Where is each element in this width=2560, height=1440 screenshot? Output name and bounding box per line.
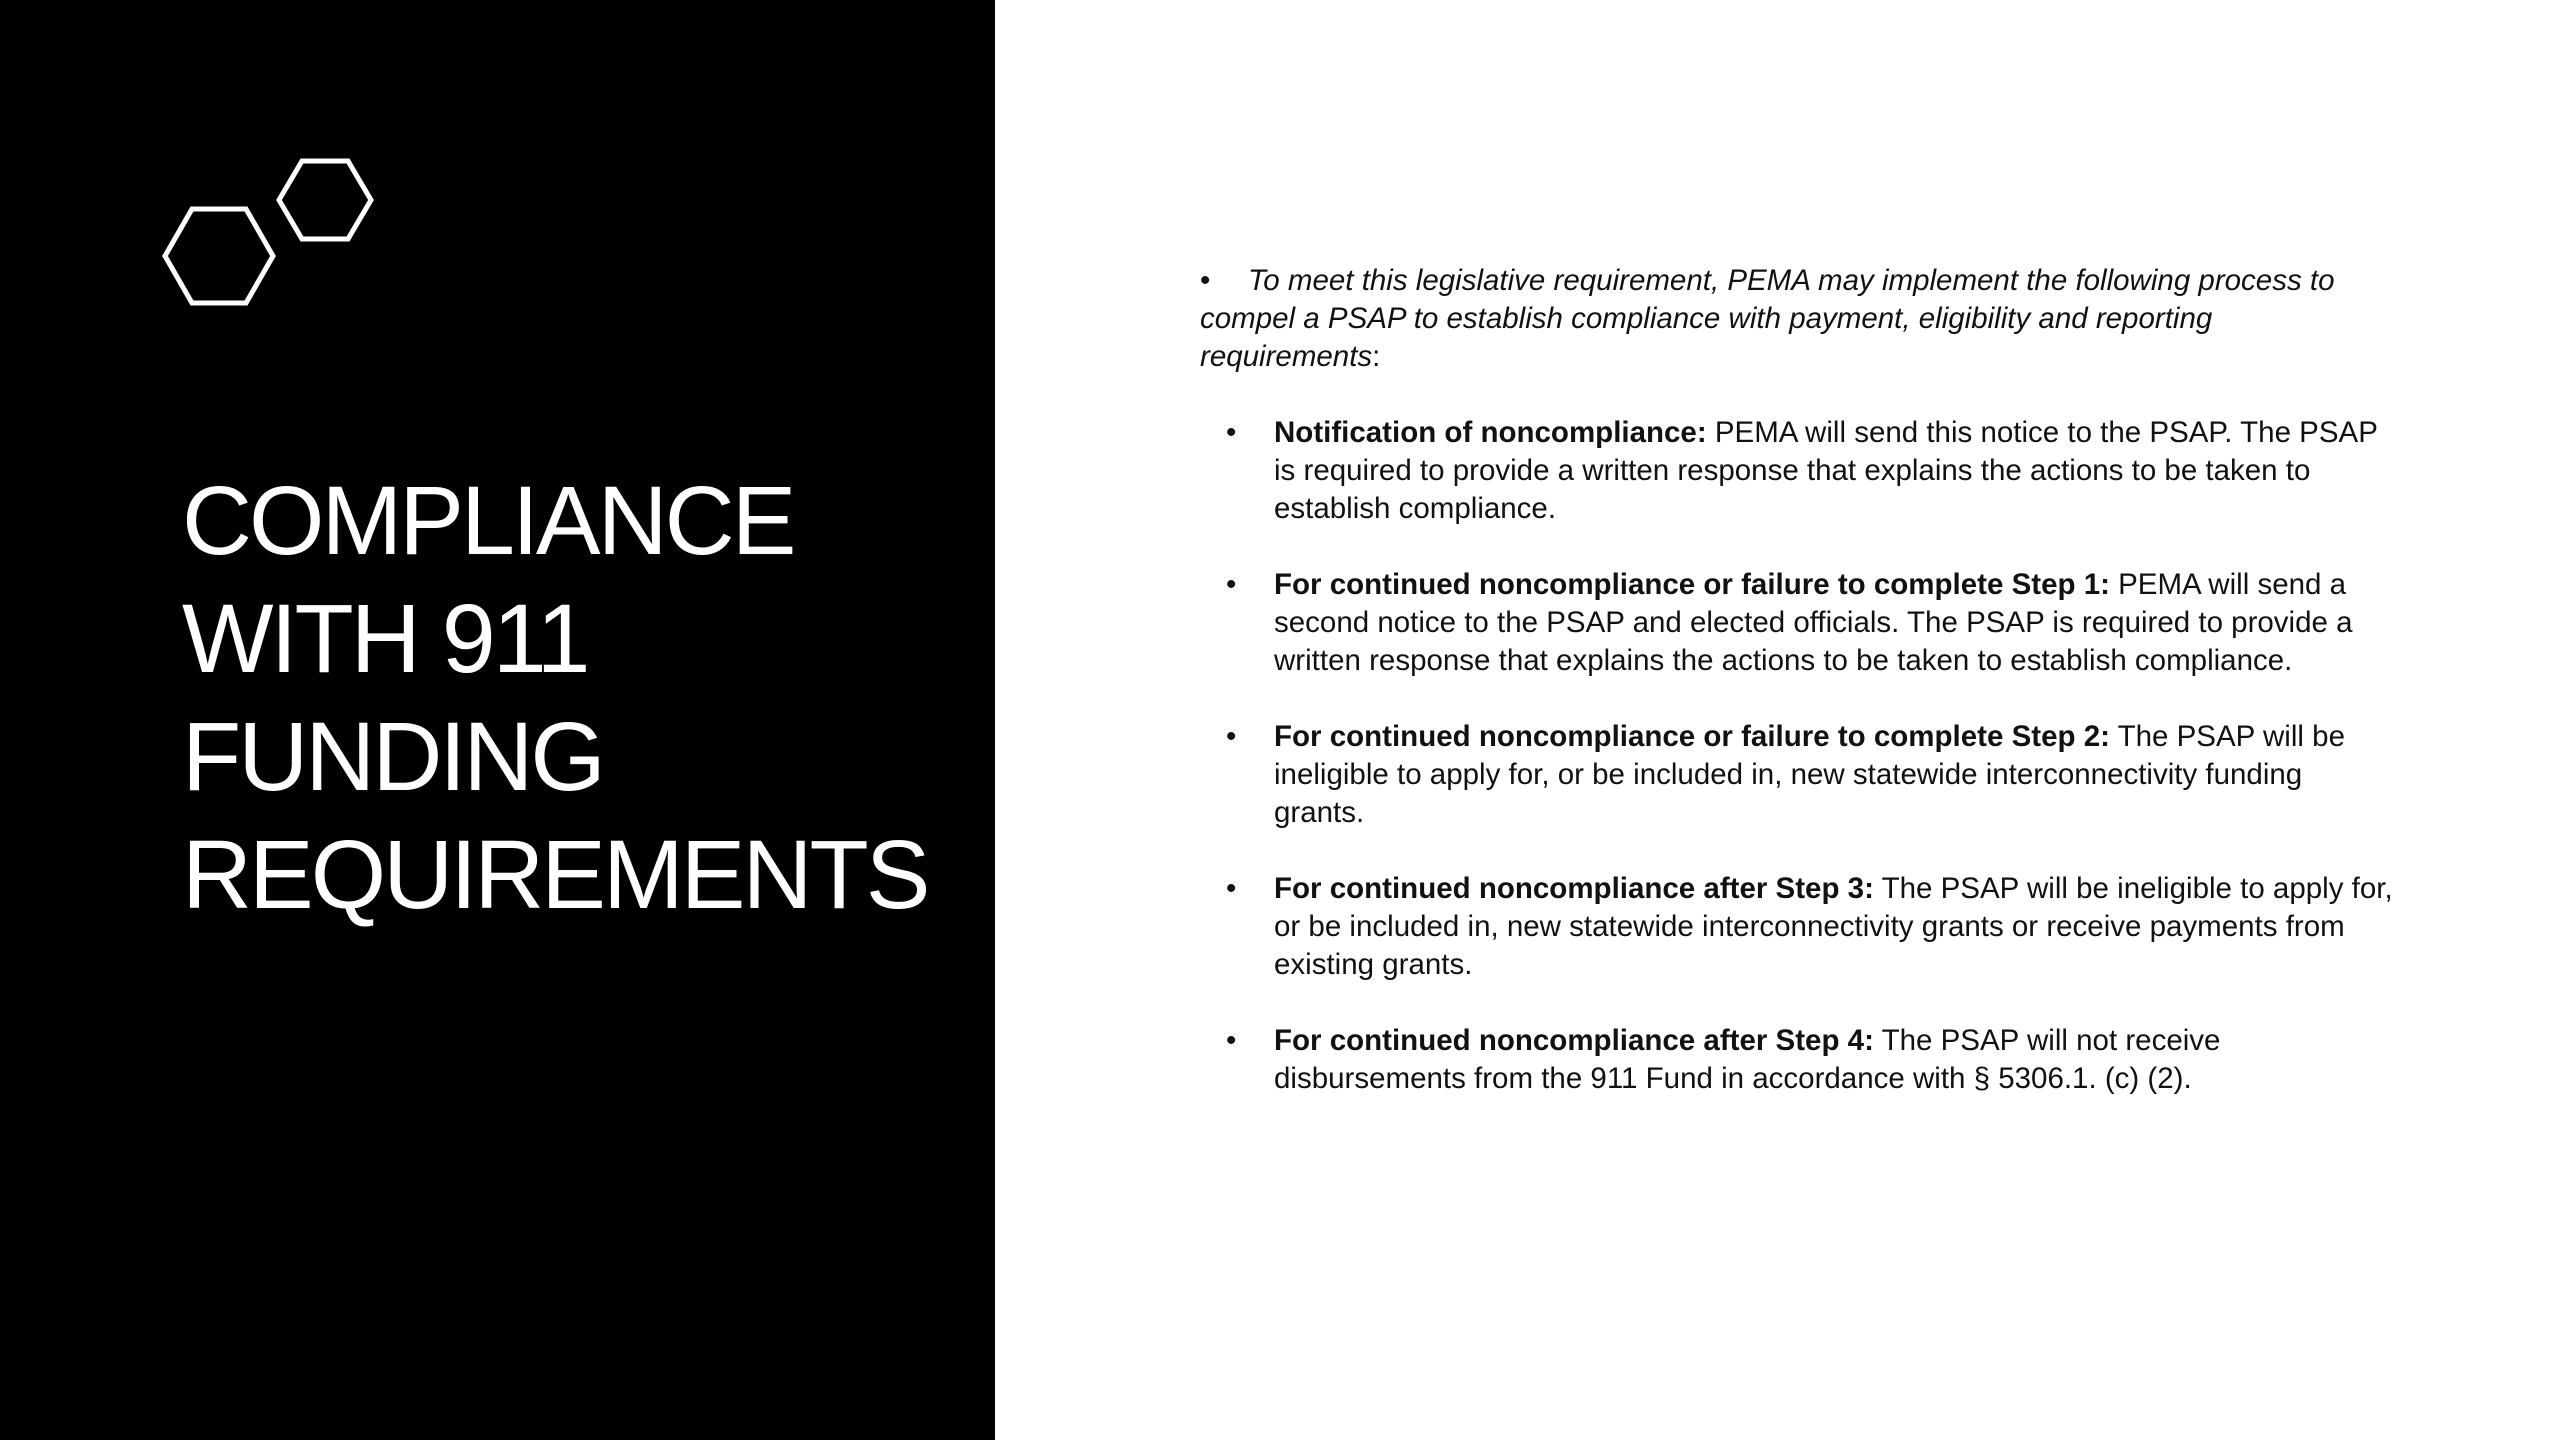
step-heading: For continued noncompliance or failure to complete Step 2: [1274,720,2110,753]
title-line: FUNDING [182,702,603,811]
list-item [1200,414,2400,528]
steps-list [1200,414,2400,1098]
step-text: PEMA will send this notice to the PSAP. The PSAP is required to provide a written response that explains the actions to be taken to establish compliance. [1274,416,2378,525]
step-heading: For continued noncompliance after Step 4: [1274,1024,1874,1057]
title-line: REQUIREMENTS [182,820,928,929]
bullet: • [1226,720,1237,753]
slide-title [182,462,972,934]
bullet: • [1226,568,1237,601]
bullet: • [1226,416,1237,449]
intro-text: To meet this legislative requirement, PEMA may implement the following process to compel a PSAP to establish compliance with payment, eligibility and reporting requirements [1200,264,2335,373]
step-heading: For continued noncompliance or failure to complete Step 1: [1274,568,2110,601]
intro-colon: : [1372,340,1381,373]
step-heading: For continued noncompliance after Step 3: [1274,872,1874,905]
step-text: PEMA will send a second notice to the PSAP and elected officials. The PSAP is required to provide a written response that explains the actions to be taken to establish compliance. [1274,568,2353,677]
bullet: • [1226,872,1237,905]
step-text: The PSAP will be ineligible to apply for, or be included in, new statewide interconnectivity funding grants. [1274,720,2345,829]
content-panel [1200,262,2400,1136]
list-item [1200,1022,2400,1098]
title-panel [0,0,995,1440]
list-item [1200,566,2400,680]
bullet: • [1226,1024,1237,1057]
double-hexagon-icon [155,138,415,338]
title-line: WITH 911 [182,584,588,693]
step-heading: Notification of noncompliance: [1274,416,1707,449]
list-item [1200,870,2400,984]
list-item [1200,718,2400,832]
intro-paragraph [1200,262,2400,376]
step-text: The PSAP will not receive disbursements from the 911 Fund in accordance with § 5306.1. (c) (2). [1274,1024,2221,1095]
bullet: • [1200,264,1211,297]
step-text: The PSAP will be ineligible to apply for, or be included in, new statewide interconnectivity grants or receive payments from existing grants. [1274,872,2393,981]
title-line: COMPLIANCE [182,466,794,575]
